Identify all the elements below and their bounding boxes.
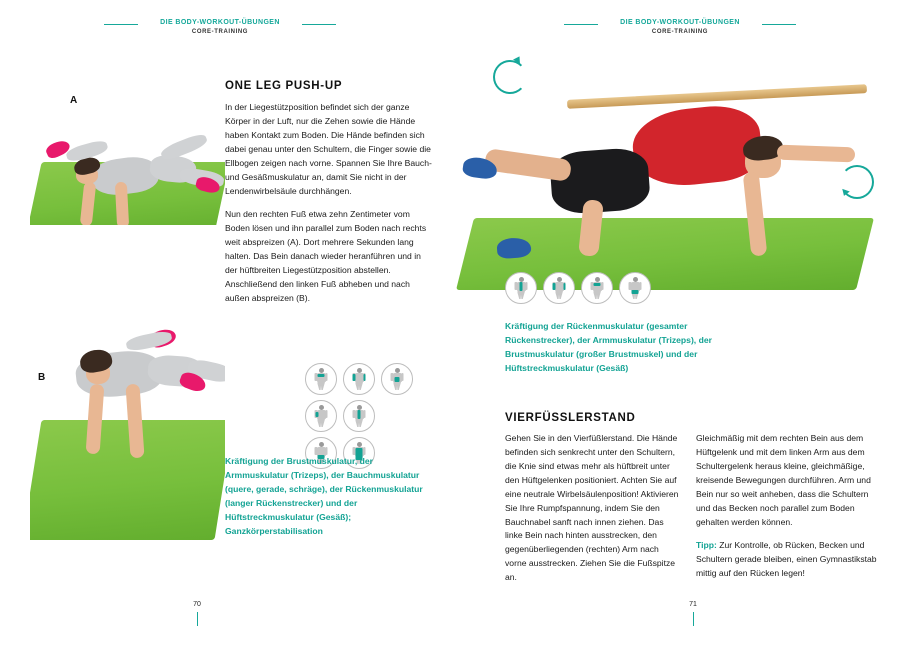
folio-left-rule: [197, 612, 198, 626]
vierfuesslerstand-tip: [696, 539, 881, 581]
folio-right-rule: [693, 612, 694, 626]
tip-text: Zur Kontrolle, ob Rücken, Becken und Schultern gerade bleiben, einen Gymnastikstab mittig auf den Rücken legen!: [696, 540, 877, 579]
vierfuesslerstand-section: [505, 412, 755, 433]
running-head-rule-left-1: [104, 24, 138, 25]
figure-leg-abducted: [125, 329, 173, 352]
tip-label: Tipp:: [696, 540, 717, 551]
muscle-icon-arms-biceps: [305, 400, 337, 432]
running-head-right: [600, 18, 760, 37]
rotation-arrow-left-icon: [493, 60, 527, 94]
running-head-rule-right-2: [762, 24, 796, 25]
one-leg-pushup-paragraph-2: Nun den rechten Fuß etwa zehn Zentimeter vom Boden lösen und ihn parallel zum Boden nach rechts weit abspreizen (A). Dort mehrere Sekunden lang halten. Das Bein danach wieder heranführen und in der hüftbreiten Liegestützposition abstellen. Anschließend den linken Fuß abheben und nach außen abspreizen (B).: [225, 209, 427, 303]
figure-label-a: A: [70, 95, 78, 106]
muscle-icon-row-left-1: [305, 363, 413, 395]
one-leg-pushup-title: ONE LEG PUSH-UP: [225, 80, 343, 92]
left-muscle-caption-text: Kräftigung der Brustmuskulatur, der Armmuskulatur (Trizeps), der Bauchmuskulatur (quere, gerade, schräge), der Rückenmuskulatur (langer Rückenstrecker) und der Hüftstreckmuskulatur (Gesäß); Ganzkörperstabilisation: [225, 456, 423, 536]
muscle-icon-chest-front: [581, 272, 613, 304]
figure-arm-extended: [777, 145, 855, 163]
running-head-left-line1: DIE BODY-WORKOUT-ÜBUNGEN: [160, 19, 280, 26]
left-muscle-caption: [225, 455, 435, 539]
muscle-icon-abs-front: [381, 363, 413, 395]
one-leg-pushup-paragraph-1: In der Liegestützposition befindet sich der ganze Körper in der Luft, nur die Zehen sowie die Hände haben Kontakt zum Boden. Die Hände befinden sich dabei genau unter den Schultern, die Finger sowie die Ellbogen zeigen nach vorne. Spannen Sie Ihre Bauch- und Gesäßmuskulatur an, damit Sie nicht in der Lendenwirbelsäule durchhängen.: [225, 102, 432, 196]
exercise-mat: [30, 420, 225, 540]
running-head-rule-left-2: [302, 24, 336, 25]
folio-left: [182, 601, 212, 626]
running-head-left-line2: CORE-TRAINING: [191, 29, 249, 36]
figure-arm-right: [115, 182, 129, 225]
figure-leg-extended: [484, 148, 572, 182]
folio-left-number: 70: [193, 601, 201, 608]
muscle-icon-glutes-rear: [619, 272, 651, 304]
one-leg-pushup-body: [225, 101, 435, 306]
vierfuesslerstand-paragraph-1: Gehen Sie in den Vierfüßlerstand. Die Hände befinden sich senkrecht unter den Schultern, die Knie sind etwas mehr als hüftbreit unter den Hüftgelenken positioniert. Achten Sie auf eine neutrale Wirbelsäulenposition! Aktivieren Sie Ihre Rumpfspannung, indem Sie den Bauchnabel sanft nach innen ziehen. Das linke Bein nach hinten ausstrecken, den gegenüberliegenden (rechten) Arm nach vorne ausstrecken. Ziehen Sie die Fußspitze an.: [505, 433, 679, 583]
muscle-icon-chest-front: [305, 363, 337, 395]
muscle-icon-row-right: [505, 272, 651, 304]
photo-one-leg-pushup-a: [30, 70, 225, 225]
running-head-rule-right-1: [564, 24, 598, 25]
running-head-right-line1: DIE BODY-WORKOUT-ÜBUNGEN: [620, 19, 740, 26]
running-head-right-line2: CORE-TRAINING: [651, 29, 709, 36]
vierfuesslerstand-column-1: [505, 432, 680, 585]
vierfuesslerstand-column-2: [696, 432, 881, 581]
right-muscle-caption-text: Kräftigung der Rückenmuskulatur (gesamter Rückenstrecker), der Armmuskulatur (Trizeps), der Brustmuskulatur (großer Brustmuskel) und der Hüftstreckmuskulatur (Gesäß): [505, 321, 712, 373]
muscle-icon-back-rear: [505, 272, 537, 304]
figure-label-b: B: [38, 372, 46, 383]
running-head-left: [140, 18, 300, 37]
muscle-icon-back-rear: [343, 400, 375, 432]
one-leg-pushup-section: [225, 80, 435, 306]
muscle-icon-arms-triceps: [543, 272, 575, 304]
right-muscle-caption: [505, 320, 735, 376]
folio-right-number: 71: [689, 601, 697, 608]
gymnastics-stick: [567, 84, 867, 109]
photo-one-leg-pushup-b: [30, 300, 225, 550]
muscle-icon-arms-triceps: [343, 363, 375, 395]
vierfuesslerstand-paragraph-2: Gleichmäßig mit dem rechten Bein aus dem Hüftgelenk und mit dem linken Arm aus dem Schultergelenk heraus kleine, gleichmäßige, kreisende Bewegungen durchführen. Arm und Bein nur so weit anheben, dass die Schultern und das Becken noch parallel zum Boden gehalten werden können.: [696, 433, 871, 527]
folio-right: [678, 601, 708, 626]
muscle-icon-row-left-2: [305, 400, 375, 432]
vierfuesslerstand-title: VIERFÜSSLERSTAND: [505, 412, 636, 424]
